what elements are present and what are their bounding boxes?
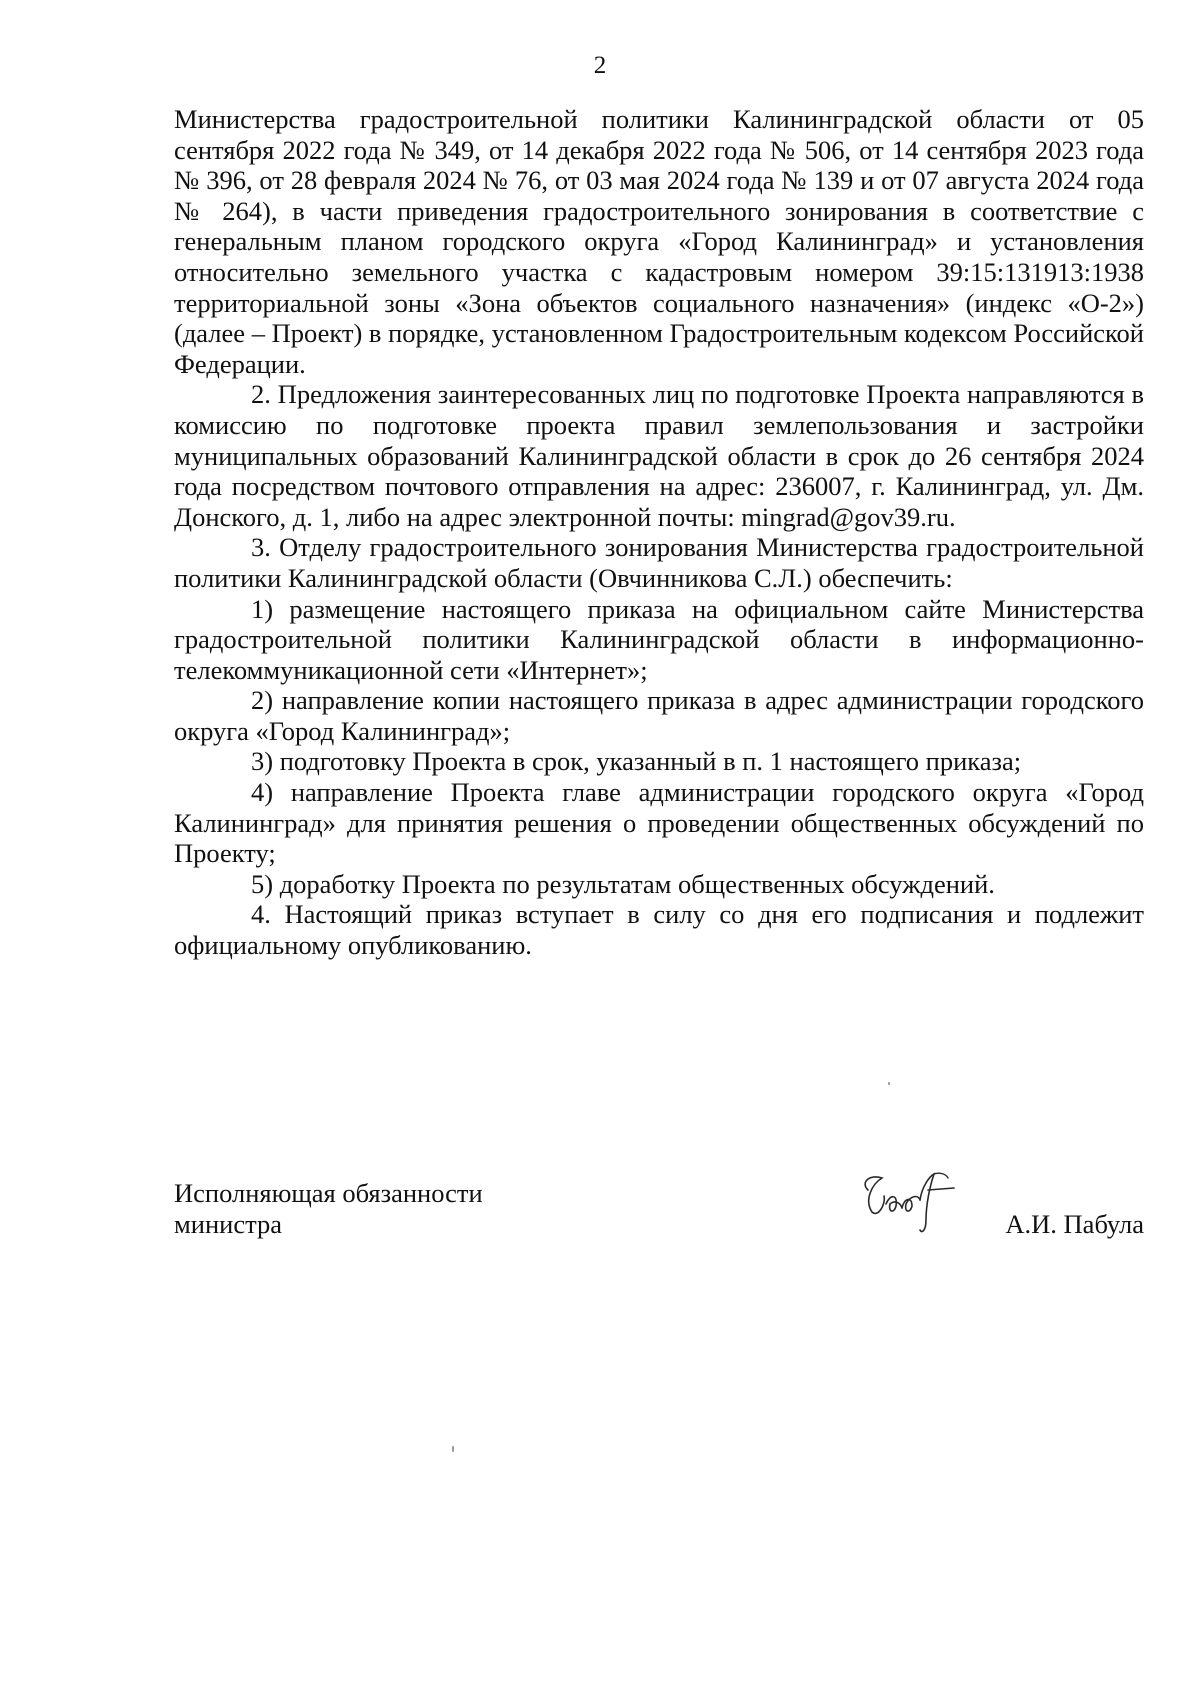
paragraph-item-4: 4. Настоящий приказ вступает в силу со дня его подписания и подлежит официальному опубликованию.: [174, 899, 1144, 961]
position-line-1: Исполняющая обязанности: [174, 1178, 483, 1208]
subitem-2: 2) направление копии настоящего приказа в адрес администрации городского округа «Город Калининград»;: [174, 685, 1144, 746]
page-number: 2: [593, 52, 607, 79]
signatory-name: А.И. Пабула: [1005, 1209, 1144, 1239]
subitem-1: 1) размещение настоящего приказа на официальном сайте Министерства градостроительной политики Калининградской области в информационно-телекоммуникационной сети «Интернет»;: [174, 593, 1144, 685]
paragraph-item-2: 2. Предложения заинтересованных лиц по подготовке Проекта направляются в комиссию по подготовке проекта правил землепользования и застройки муниципальных образований Калининградской области в срок до 26 сентября 2024 года посредством почтового отправления на адрес: 236007, г. Калининград, ул. Дм. Донского, д. 1, либо на адрес электронной почты: mingrad@gov39.ru.: [174, 379, 1144, 532]
document-body: [174, 104, 1144, 961]
handwritten-signature: [850, 1160, 960, 1240]
paragraph-continuation: Министерства градостроительной политики Калининградской области от 05 сентября 2022 года № 349, от 14 декабря 2022 года № 506, от 14 сентября 2023 года № 396, от 28 февраля 2024 № 76, от 03 мая 2024 года № 139 и от 07 августа 2024 года № 264), в части приведения градостроительного зонирования в соответствие с генеральным планом городского округа «Город Калининград» и установления относительно земельного участка с кадастровым номером 39:15:131913:1938 территориальной зоны «Зона объектов социального назначения» (индекс «О-2») (далее – Проект) в порядке, установленном Градостроительным кодексом Российской Федерации.: [174, 104, 1144, 379]
paragraph-item-3: 3. Отделу градостроительного зонирования Министерства градостроительной политики Калининградской области (Овчинникова С.Л.) обеспечить:: [174, 532, 1144, 593]
scan-speck: [888, 1082, 890, 1085]
signatory-position: [174, 1178, 483, 1240]
signature-block: [174, 1178, 1144, 1268]
subitem-4: 4) направление Проекта главе администрации городского округа «Город Калининград» для принятия решения о проведении общественных обсуждений по Проекту;: [174, 777, 1144, 869]
subitem-3: 3) подготовку Проекта в срок, указанный в п. 1 настоящего приказа;: [251, 746, 1022, 777]
scan-speck: [452, 1446, 454, 1452]
subitem-5: 5) доработку Проекта по результатам общественных обсуждений.: [251, 868, 995, 899]
position-line-2: министра: [174, 1209, 282, 1239]
